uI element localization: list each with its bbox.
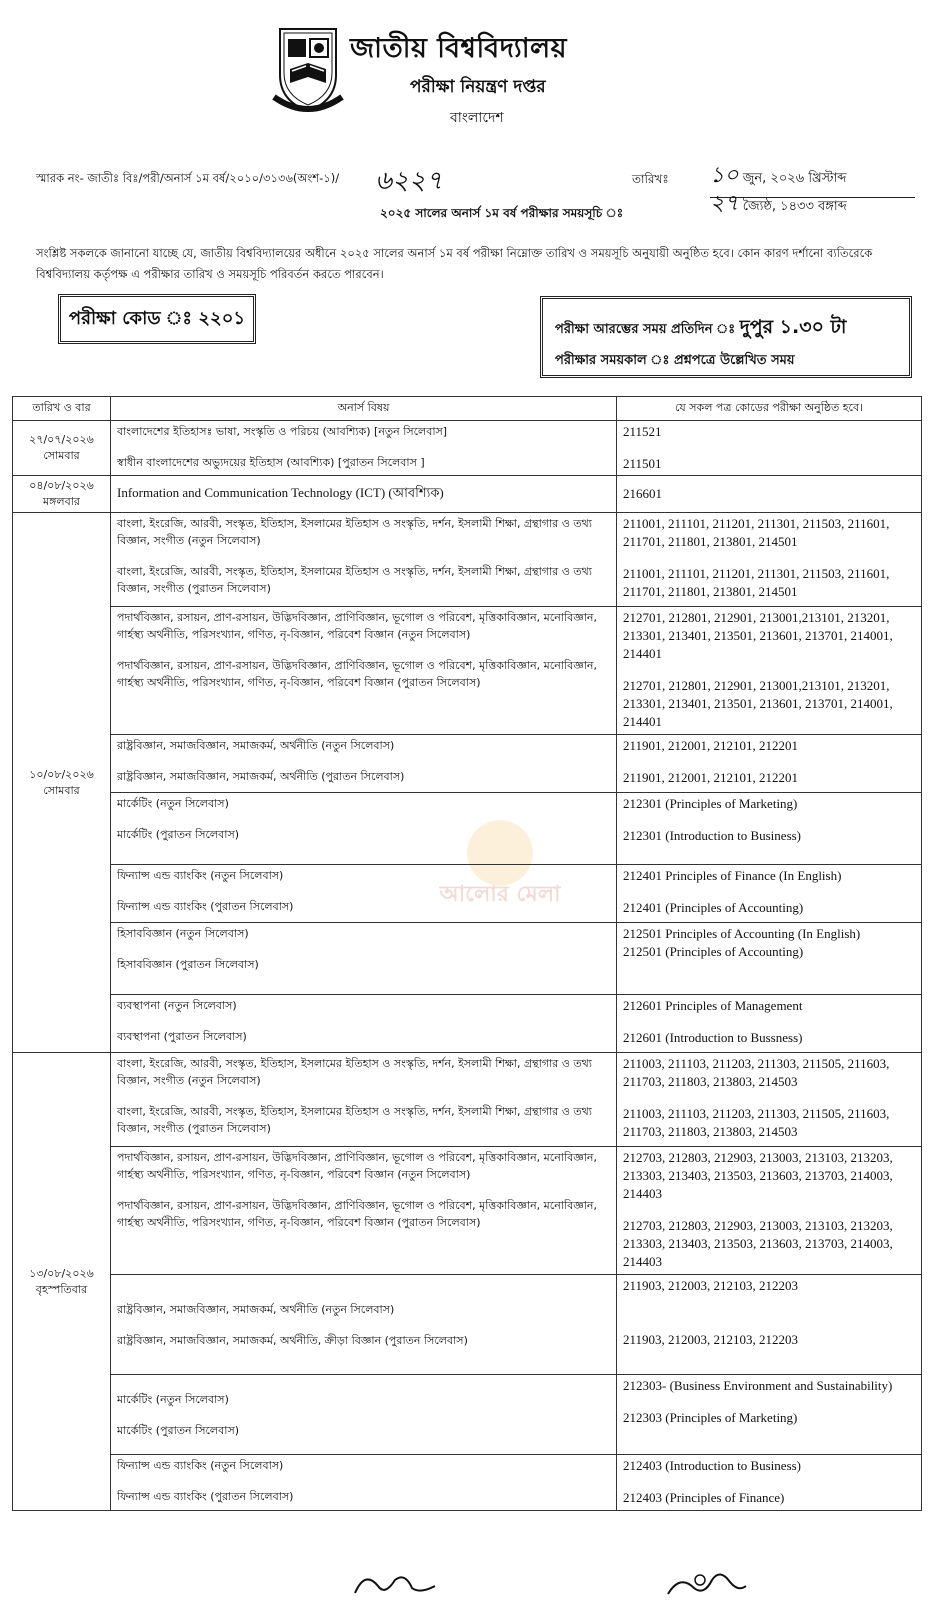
paper-code: 211903, 212003, 212103, 212203 bbox=[623, 1278, 799, 1293]
subject-cell bbox=[111, 1375, 617, 1455]
subject: ব্যবস্থাপনা (পুরাতন সিলেবাস) bbox=[117, 1030, 247, 1043]
subject-cell bbox=[111, 421, 617, 476]
paper-code: 212403 (Introduction to Business) bbox=[623, 1458, 802, 1473]
intro-paragraph: সংশ্লিষ্ট সকলকে জানানো যাচ্ছে যে, জাতীয় বিশ্ববিদ্যালয়ের অধীনে ২০২৫ সালের অনার্স ১ম বর্ষ পরীক্ষা নিম্নোক্ত তারিখ ও সময়সূচি অনুযায়ী অনুষ্ঠিত হবে। কোন কারণ দর্শানো ব্যতিরেকে বিশ্ববিদ্যালয় কর্তৃপক্ষ এ পরীক্ষার তারিখ ও সময়সূচি পরিবর্তন করতে পারবেন। bbox=[36, 246, 873, 281]
subject: ফিন্যান্স এন্ড ব্যাংকিং (নতুন সিলেবাস) bbox=[117, 869, 284, 882]
paper-code: 212401 Principles of Finance (In English) bbox=[623, 868, 842, 883]
office-name: পরীক্ষা নিয়ন্ত্রণ দপ্তর bbox=[410, 77, 546, 97]
subject: হিসাববিজ্ঞান (পুরাতন সিলেবাস) bbox=[117, 958, 259, 971]
duration-line bbox=[555, 351, 909, 372]
subject-cell bbox=[111, 1275, 617, 1375]
subject: পদার্থবিজ্ঞান, রসায়ন, প্রাণ-রসায়ন, উদ্ভিদবিজ্ঞান, প্রাণিবিজ্ঞান, ভূগোল ও পরিবেশ, মৃত্তিকাবিজ্ঞান, মনোবিজ্ঞান, গার্হস্থ্য অর্থনীতি, পরিসংখ্যান, গণিত, নৃ-বিজ্ঞান, পরিবেশ বিজ্ঞান (পুরাতন সিলেবাস) bbox=[117, 659, 597, 689]
table-row bbox=[13, 735, 922, 793]
header-date: তারিখ ও বার bbox=[13, 397, 111, 421]
subject: পদার্থবিজ্ঞান, রসায়ন, প্রাণ-রসায়ন, উদ্ভিদবিজ্ঞান, প্রাণিবিজ্ঞান, ভূগোল ও পরিবেশ, মৃত্তিকাবিজ্ঞান, মনোবিজ্ঞান, গার্হস্থ্য অর্থনীতি, পরিসংখ্যান, গণিত, নৃ-বিজ্ঞান, পরিবেশ বিজ্ঞান (নতুন সিলেবাস) bbox=[117, 611, 597, 641]
date-day-gregorian: ১০ bbox=[710, 163, 739, 188]
exam-time-box bbox=[540, 296, 912, 378]
start-time-label: পরীক্ষা আরম্ভের সময় প্রতিদিন ঃ bbox=[555, 322, 736, 337]
paper-code: 212601 Principles of Management bbox=[623, 998, 803, 1013]
subject: পদার্থবিজ্ঞান, রসায়ন, প্রাণ-রসায়ন, উদ্ভিদবিজ্ঞান, প্রাণিবিজ্ঞান, ভূগোল ও পরিবেশ, মৃত্তিকাবিজ্ঞান, মনোবিজ্ঞান, গার্হস্থ্য অর্থনীতি, পরিসংখ্যান, গণিত, নৃ-বিজ্ঞান, পরিবেশ বিজ্ঞান (নতুন সিলেবাস) bbox=[117, 1151, 597, 1181]
memo-reference: স্মারক নং- জাতীঃ বিঃ/পরী/অনার্স ১ম বর্ষ/২০১০/৩১৩৬(অংশ-১)/ bbox=[36, 171, 340, 185]
weekday: মঙ্গলবার bbox=[43, 495, 80, 508]
exam-code-box bbox=[58, 294, 256, 344]
exam-schedule-table bbox=[12, 396, 922, 1511]
paper-code: 212701, 212801, 212901, 213001,213101, 213201, 213301, 213401, 213501, 213601, 213701, 214001, 214401 bbox=[623, 610, 893, 661]
paper-code: 211003, 211103, 211203, 211303, 211505, 211603, 211703, 211803, 213803, 214503 bbox=[623, 1106, 890, 1139]
subject-cell bbox=[111, 793, 617, 865]
subject-cell bbox=[111, 607, 617, 735]
subject-cell bbox=[111, 735, 617, 793]
date-cell bbox=[13, 476, 111, 513]
code-cell bbox=[617, 923, 922, 995]
schedule-title: ২০২৫ সালের অনার্স ১ম বর্ষ পরীক্ষার সময়সূচি ঃ bbox=[380, 206, 624, 220]
date-rest-gregorian: জুন, ২০২৬ খ্রিস্টাব্দ bbox=[742, 171, 847, 186]
paper-code: 212601 (Introduction to Bussness) bbox=[623, 1030, 803, 1045]
table-row bbox=[13, 865, 922, 923]
table-row bbox=[13, 1455, 922, 1511]
duration-value: প্রশ্নপত্রে উল্লেখিত সময় bbox=[673, 353, 795, 368]
subject-cell bbox=[111, 513, 617, 607]
subject: রাষ্ট্রবিজ্ঞান, সমাজবিজ্ঞান, সমাজকর্ম, অর্থনীতি (পুরাতন সিলেবাস) bbox=[117, 770, 405, 783]
code-cell bbox=[617, 1147, 922, 1275]
code-cell bbox=[617, 735, 922, 793]
code-cell bbox=[617, 1275, 922, 1375]
subject-cell bbox=[111, 923, 617, 995]
subject: মার্কেটিং (পুরাতন সিলেবাস) bbox=[117, 828, 240, 841]
table-row bbox=[13, 607, 922, 735]
duration-label: পরীক্ষার সময়কাল ঃ bbox=[555, 353, 670, 368]
paper-code: 212403 (Principles of Finance) bbox=[623, 1490, 785, 1505]
paper-code: 212303- (Business Environment and Sustainability) bbox=[623, 1378, 893, 1393]
paper-code: 212301 (Principles of Marketing) bbox=[623, 796, 798, 811]
subject-cell bbox=[111, 1455, 617, 1511]
date-cell bbox=[13, 421, 111, 476]
subject: রাষ্ট্রবিজ্ঞান, সমাজবিজ্ঞান, সমাজকর্ম, অর্থনীতি (নতুন সিলেবাস) bbox=[117, 739, 395, 752]
table-row bbox=[13, 923, 922, 995]
code-cell bbox=[617, 513, 922, 607]
paper-code: 212701, 212801, 212901, 213001,213101, 213201, 213301, 213401, 213501, 213601, 213701, 214001, 214401 bbox=[623, 678, 893, 729]
code-cell bbox=[617, 865, 922, 923]
subject: বাংলা, ইংরেজি, আরবী, সংস্কৃত, ইতিহাস, ইসলামের ইতিহাস ও সংস্কৃতি, দর্শন, ইসলামী শিক্ষা, গ্রন্থাগার ও তথ্য বিজ্ঞান, সংগীত (পুরাতন সিলেবাস) bbox=[117, 565, 592, 595]
subject: বাংলা, ইংরেজি, আরবী, সংস্কৃত, ইতিহাস, ইসলামের ইতিহাস ও সংস্কৃতি, দর্শন, ইসলামী শিক্ষা, গ্রন্থাগার ও তথ্য বিজ্ঞান, সংগীত (নতুন সিলেবাস) bbox=[117, 1057, 592, 1087]
paper-code: 211901, 212001, 212101, 212201 bbox=[623, 738, 799, 753]
subject: মার্কেটিং (নতুন সিলেবাস) bbox=[117, 1392, 229, 1406]
table-row bbox=[13, 513, 922, 607]
table-row bbox=[13, 1275, 922, 1375]
table-row bbox=[13, 1375, 922, 1455]
paper-code: 212501 Principles of Accounting (In English) bbox=[623, 926, 861, 941]
start-time-line bbox=[555, 313, 909, 345]
paper-code: 212703, 212803, 212903, 213003, 213103, 213203, 213303, 213403, 213503, 213603, 213703, 214003, 214403 bbox=[623, 1150, 893, 1201]
subject: মার্কেটিং (পুরাতন সিলেবাস) bbox=[117, 1423, 240, 1437]
table-row bbox=[13, 476, 922, 513]
paper-code: 212501 (Principles of Accounting) bbox=[623, 944, 804, 959]
paper-code: 211001, 211101, 211201, 211301, 211503, 211601, 211701, 211801, 213801, 214501 bbox=[623, 516, 890, 549]
date: ১০/০৮/২০২৬ bbox=[29, 767, 94, 781]
subject: ফিন্যান্স এন্ড ব্যাংকিং (নতুন সিলেবাস) bbox=[117, 1459, 284, 1472]
paper-code: 211903, 212003, 212103, 212203 bbox=[623, 1332, 799, 1347]
table-row bbox=[13, 421, 922, 476]
table-row bbox=[13, 1147, 922, 1275]
subject: বাংলা, ইংরেজি, আরবী, সংস্কৃত, ইতিহাস, ইসলামের ইতিহাস ও সংস্কৃতি, দর্শন, ইসলামী শিক্ষা, গ্রন্থাগার ও তথ্য বিজ্ঞান, সংগীত (পুরাতন সিলেবাস) bbox=[117, 1105, 592, 1135]
signature-left bbox=[350, 1568, 440, 1598]
code-cell bbox=[617, 793, 922, 865]
code-cell bbox=[617, 1053, 922, 1147]
subject: বাংলা, ইংরেজি, আরবী, সংস্কৃত, ইতিহাস, ইসলামের ইতিহাস ও সংস্কৃতি, দর্শন, ইসলামী শিক্ষা, গ্রন্থাগার ও তথ্য বিজ্ঞান, সংগীত (নতুন সিলেবাস) bbox=[117, 517, 592, 547]
subject: রাষ্ট্রবিজ্ঞান, সমাজবিজ্ঞান, সমাজকর্ম, অর্থনীতি, ক্রীড়া বিজ্ঞান (পুরাতন সিলেবাস) bbox=[117, 1333, 468, 1347]
paper-code: 212303 (Principles of Marketing) bbox=[623, 1410, 798, 1425]
date-day-bangla: ২৭ bbox=[710, 191, 739, 216]
subject-cell bbox=[111, 865, 617, 923]
paper-code: 211521 bbox=[623, 424, 662, 439]
date-cell bbox=[13, 1053, 111, 1511]
code-cell bbox=[617, 995, 922, 1053]
subject-cell bbox=[111, 995, 617, 1053]
date: ১৩/০৮/২০২৬ bbox=[29, 1266, 94, 1280]
code-cell bbox=[617, 421, 922, 476]
weekday: সোমবার bbox=[43, 783, 80, 797]
subject: ফিন্যান্স এন্ড ব্যাংকিং (পুরাতন সিলেবাস) bbox=[117, 1490, 294, 1503]
code-cell: 216601 bbox=[617, 476, 922, 513]
table-header-row bbox=[13, 397, 922, 421]
table-row bbox=[13, 995, 922, 1053]
subject: হিসাববিজ্ঞান (নতুন সিলেবাস) bbox=[117, 927, 249, 940]
subject: মার্কেটিং (নতুন সিলেবাস) bbox=[117, 797, 229, 810]
subject-cell: Information and Communication Technology (ICT) (আবশ্যিক) bbox=[111, 476, 617, 513]
table-row bbox=[13, 793, 922, 865]
date-cell bbox=[13, 513, 111, 1053]
paper-code: 211901, 212001, 212101, 212201 bbox=[623, 770, 799, 785]
date-rest-bangla: জ্যৈষ্ঠ, ১৪৩৩ বঙ্গাব্দ bbox=[742, 199, 847, 214]
paper-code: 211003, 211103, 211203, 211303, 211505, 211603, 211703, 211803, 213803, 214503 bbox=[623, 1056, 890, 1089]
paper-code: 212401 (Principles of Accounting) bbox=[623, 900, 804, 915]
weekday: সোমবার bbox=[43, 449, 80, 462]
start-time-value: দুপুর ১.৩০ টা bbox=[739, 316, 847, 338]
subject-cell bbox=[111, 1147, 617, 1275]
code-cell bbox=[617, 1375, 922, 1455]
header-subject: অনার্স বিষয় bbox=[111, 397, 617, 421]
table-row bbox=[13, 1053, 922, 1147]
memo-number: ৬২২৭ bbox=[375, 166, 443, 196]
code-cell bbox=[617, 1455, 922, 1511]
subject: বাংলাদেশের ইতিহাসঃ ভাষা, সংস্কৃতি ও পরিচয় (আবশ্যিক) [নতুন সিলেবাস] bbox=[117, 425, 448, 438]
watermark-text: আলোর মেলা bbox=[439, 882, 561, 907]
university-name: জাতীয় বিশ্ববিদ্যালয় bbox=[350, 33, 568, 64]
subject: স্বাধীন বাংলাদেশের অভ্যুদয়ের ইতিহাস (আবশ্যিক) [পুরাতন সিলেবাস ] bbox=[117, 456, 425, 469]
subject: পদার্থবিজ্ঞান, রসায়ন, প্রাণ-রসায়ন, উদ্ভিদবিজ্ঞান, প্রাণিবিজ্ঞান, ভূগোল ও পরিবেশ, মৃত্তিকাবিজ্ঞান, মনোবিজ্ঞান, গার্হস্থ্য অর্থনীতি, পরিসংখ্যান, গণিত, নৃ-বিজ্ঞান, পরিবেশ বিজ্ঞান (পুরাতন সিলেবাস) bbox=[117, 1199, 597, 1229]
university-seal bbox=[270, 25, 346, 113]
weekday: বৃহস্পতিবার bbox=[35, 1282, 88, 1296]
subject-cell bbox=[111, 1053, 617, 1147]
paper-code: 212301 (Introduction to Business) bbox=[623, 828, 802, 843]
paper-code: 211001, 211101, 211201, 211301, 211503, 211601, 211701, 211801, 213801, 214501 bbox=[623, 566, 890, 599]
paper-code: 211501 bbox=[623, 456, 662, 471]
signature-right bbox=[660, 1566, 750, 1598]
subject: রাষ্ট্রবিজ্ঞান, সমাজবিজ্ঞান, সমাজকর্ম, অর্থনীতি (নতুন সিলেবাস) bbox=[117, 1302, 395, 1316]
date: ২৭/০৭/২০২৬ bbox=[29, 433, 94, 446]
code-cell bbox=[617, 607, 922, 735]
date-bangla bbox=[710, 186, 847, 223]
exam-code: পরীক্ষা কোড ঃ ২২০১ bbox=[68, 307, 246, 329]
subject: ফিন্যান্স এন্ড ব্যাংকিং (পুরাতন সিলেবাস) bbox=[117, 900, 294, 913]
paper-code: 212703, 212803, 212903, 213003, 213103, 213203, 213303, 213403, 213503, 213603, 213703, 214003, 214403 bbox=[623, 1218, 893, 1269]
subject: ব্যবস্থাপনা (নতুন সিলেবাস) bbox=[117, 999, 237, 1012]
date-label: তারিখঃ bbox=[632, 172, 669, 186]
header-codes: যে সকল পত্র কোডের পরীক্ষা অনুষ্ঠিত হবে। bbox=[617, 397, 922, 421]
date: ০৪/০৮/২০২৬ bbox=[29, 479, 94, 492]
country-name: বাংলাদেশ bbox=[450, 110, 504, 126]
